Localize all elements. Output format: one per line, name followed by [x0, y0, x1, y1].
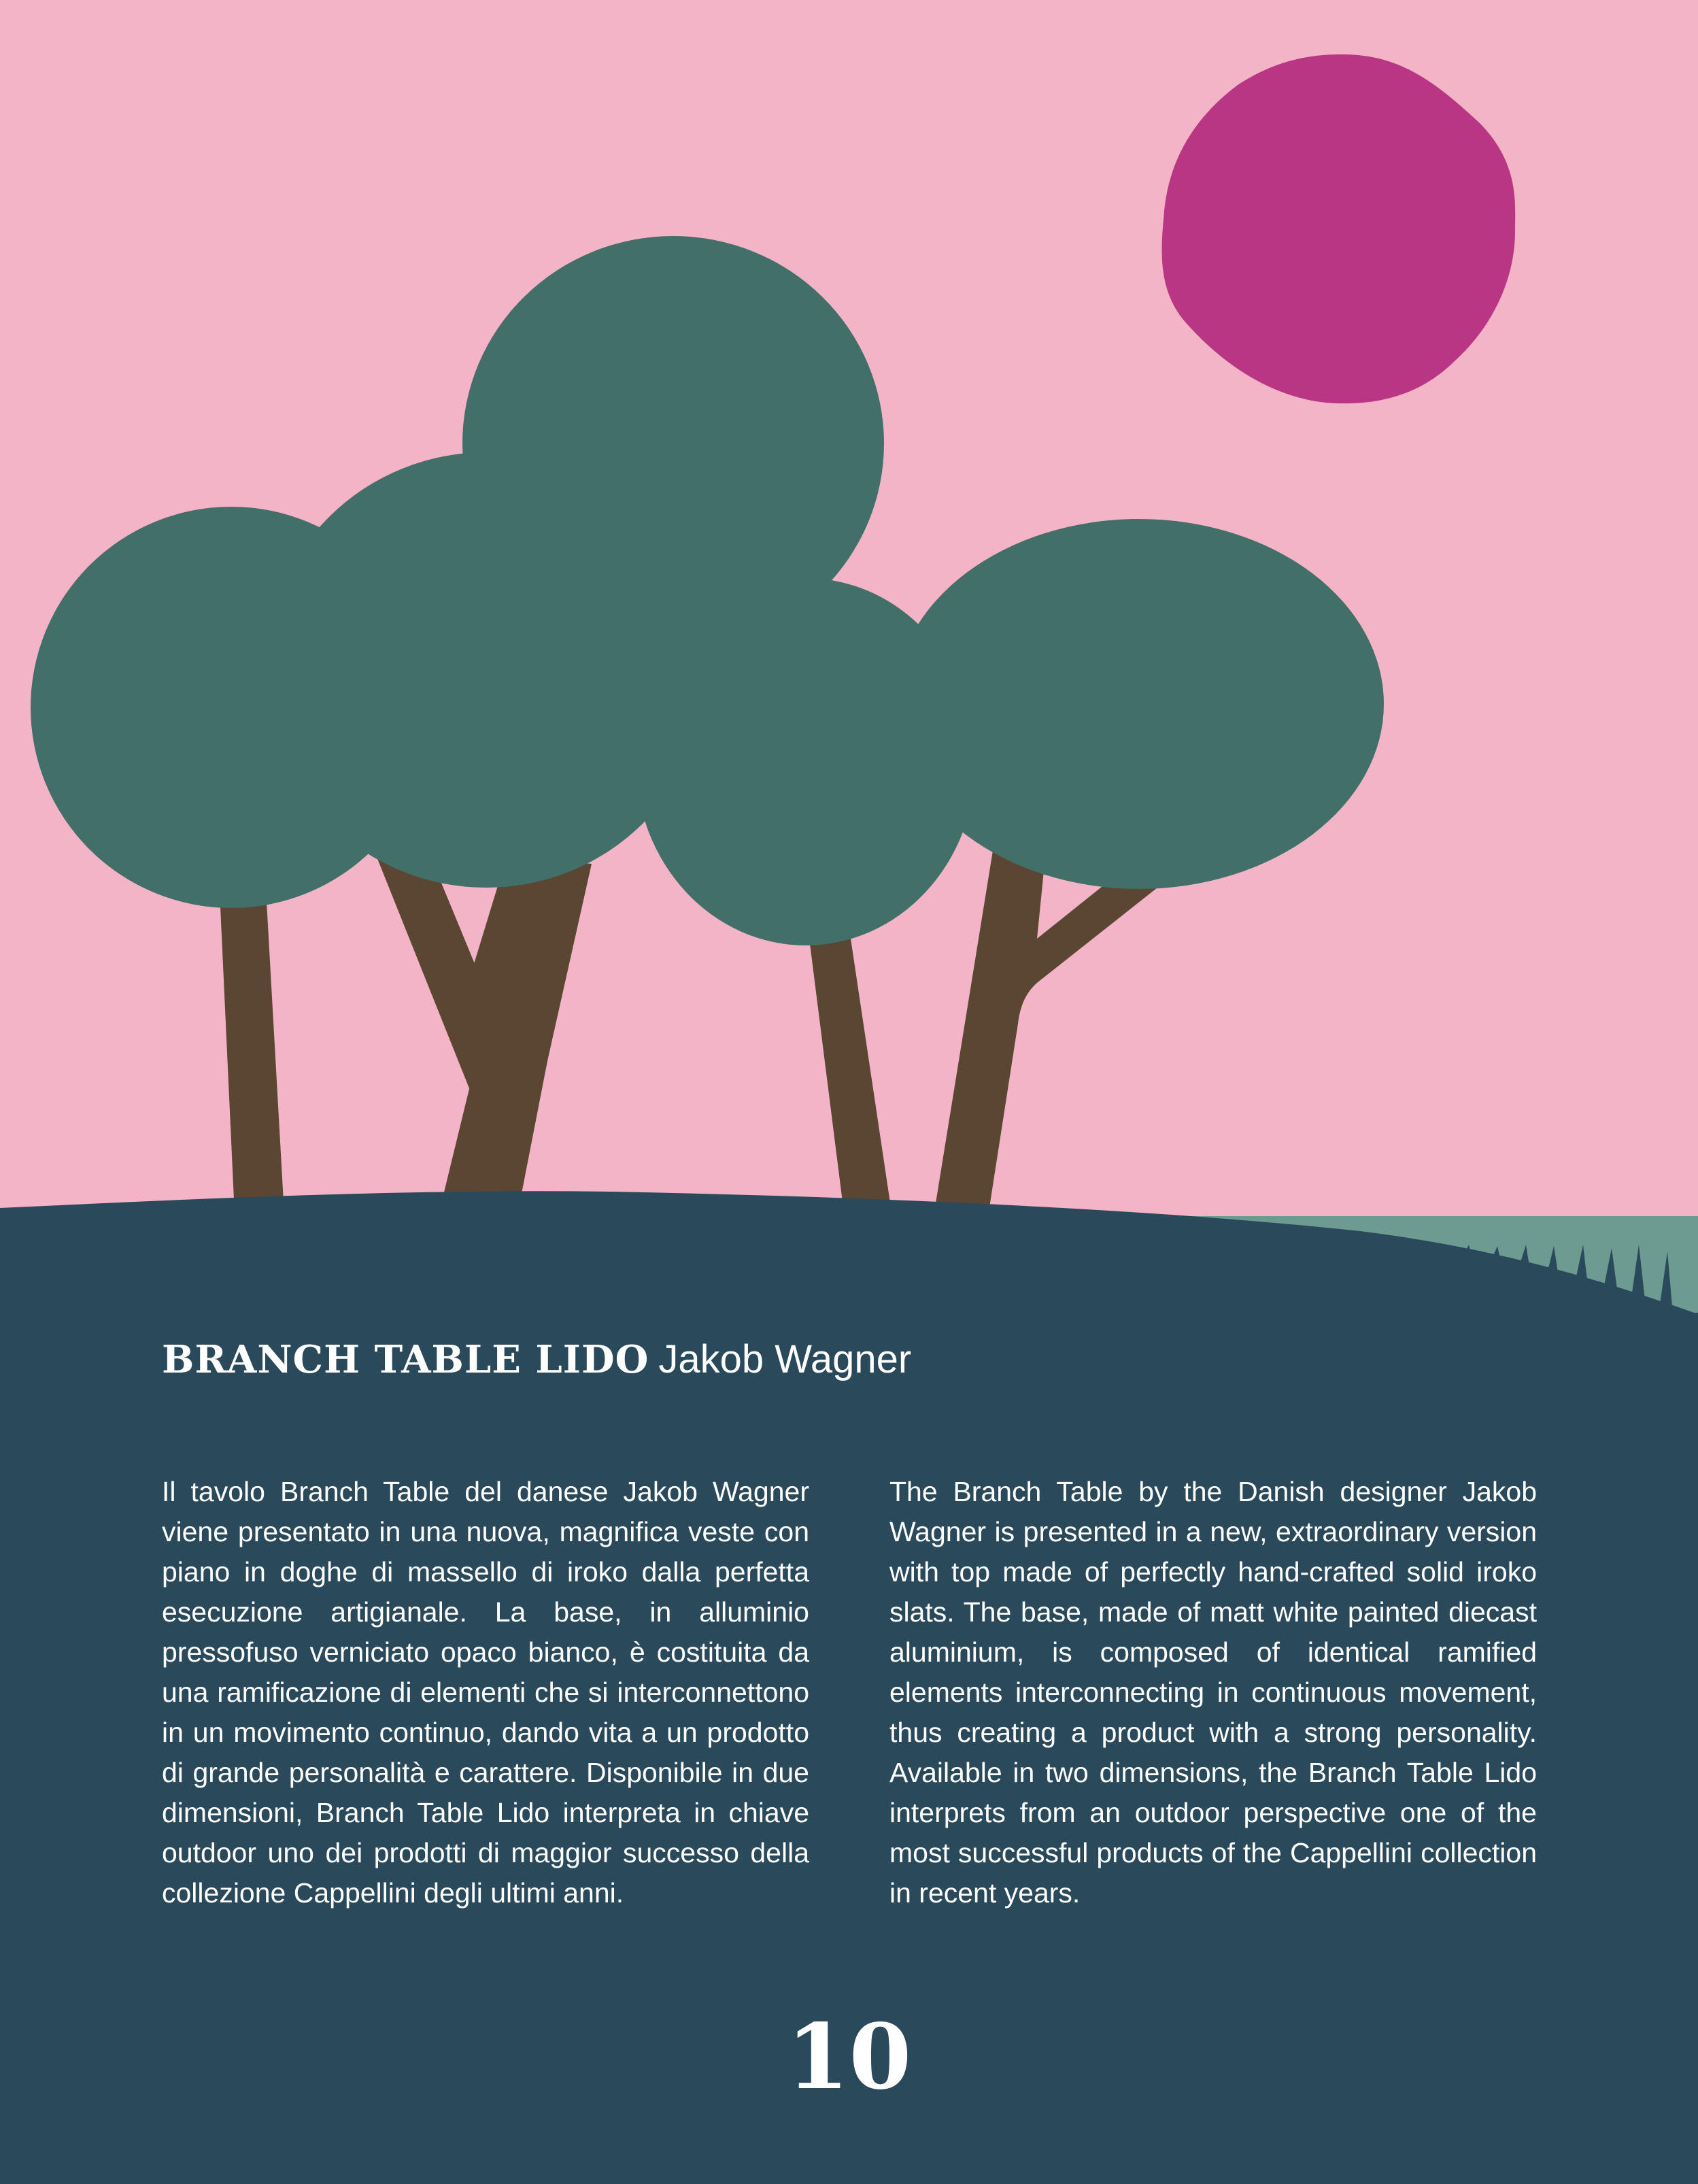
- english-description: The Branch Table by the Danish designer Jakob Wagner is presented in a new, extraordinary version with top made of perfectly hand-crafted solid iroko slats. The base, made of matt white painted diecast aluminium, is composed of identical ramified elements interconnecting in continuous movement, thus creating a product with a strong personality. Available in two dimensions, the Branch Table Lido interprets from an outdoor perspective one of the most successful products of the Cappellini collection in recent years.: [889, 1476, 1537, 1909]
- canopy-middle: [265, 452, 707, 888]
- italian-description: Il tavolo Branch Table del danese Jakob Wagner viene presentato in una nuova, magnifica veste con piano in doghe di massello di iroko dalla perfetta esecuzione artigianale. La base, in alluminio pressofuso verniciato opaco bianco, è costituita da una ramificazione di elementi che si interconnettono in un movimento continuo, dando vita a un prodotto di grande personalità e carattere. Disponibile in due dimensioni, Branch Table Lido interpreta in chiave outdoor uno dei prodotti di maggior successo della collezione Cappellini degli ultimi anni.: [162, 1476, 809, 1909]
- title-block: [162, 1337, 1535, 1382]
- product-title: BRANCH TABLE LIDO: [162, 1337, 649, 1382]
- designer-name: Jakob Wagner: [658, 1337, 912, 1381]
- canopy-right: [894, 519, 1384, 889]
- page-number: 10: [786, 2004, 912, 2110]
